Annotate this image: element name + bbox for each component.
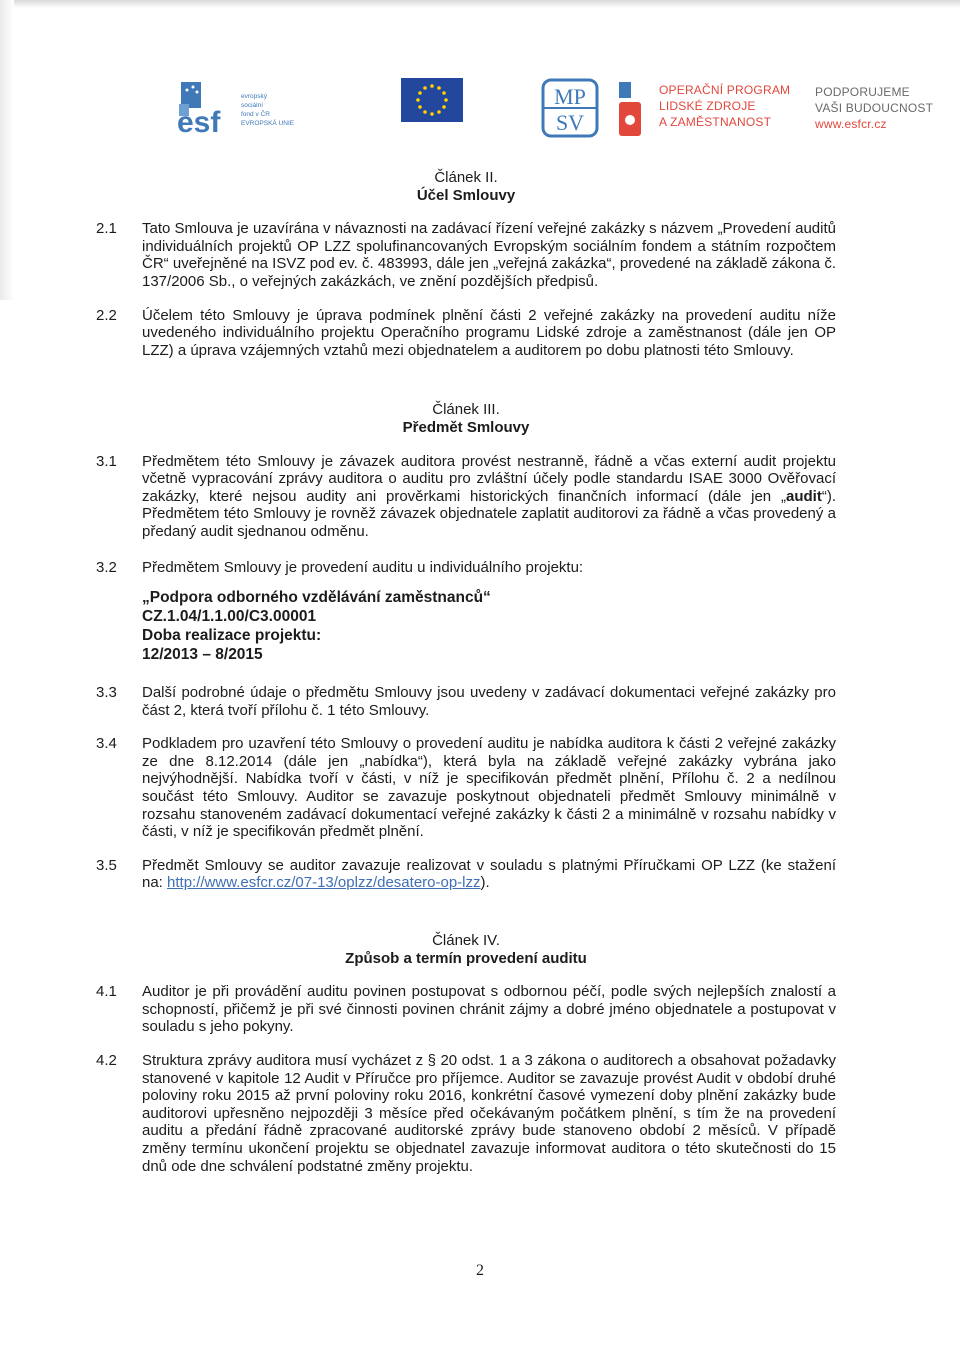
op-text-line: A ZAMĚSTNANOST [659, 115, 772, 129]
paragraph [96, 983, 836, 1036]
paragraph [96, 735, 836, 841]
op-text-line: OPERAČNÍ PROGRAM [659, 83, 791, 97]
paragraph-number: 3.3 [96, 684, 117, 702]
paragraph [96, 1052, 836, 1175]
paragraph [96, 684, 836, 719]
project-info [96, 588, 836, 664]
article-heading [96, 932, 836, 967]
paragraph-text: Účelem této Smlouvy je úprava podmínek plnění části 2 veřejné zakázky na provedení auditu níže uvedeného individuálního projektu Operačního programu Lidské zdroje a zaměstnanost (dále jen OP LZZ) a úprava vzájemných vztahů mezi objednatelem a auditorem po dobu platnosti této Smlouvy. [142, 306, 836, 359]
paragraph [96, 559, 836, 577]
svg-text:SV: SV [555, 110, 585, 135]
paragraph-text-part: Předmět Smlouvy se auditor zavazuje realizovat v souladu s platnými Příručkami OP LZZ (ke stažení na: [142, 856, 836, 892]
esf-text-line: sociální [241, 102, 264, 109]
paragraph-text [142, 857, 836, 892]
mpsv-logo-icon [541, 78, 599, 138]
esf-text-line: EVROPSKÁ UNIE [241, 120, 295, 127]
paragraph [96, 453, 836, 541]
download-link[interactable]: http://www.esfcr.cz/07-13/oplzz/desatero-op-lzz [167, 874, 481, 892]
paragraph-text: Struktura zprávy auditora musí vycházet z § 20 odst. 1 a 3 zákona o auditorech a obsahovat požadavky stanovené v kapitole 12 Audit v Příručce pro příjemce. Auditor se zavazuje provést Audit v období druhé poloviny roku 2015 až první poloviny roku 2016, konkrétní časové vymezení doby plnění zakázky bude auditorovi upřesněno nejpozději 3 měsíce před očekávaným počátkem plnění, s tím že na provedení auditu a předání řádně zpracované auditorské zprávy bude stanoveno období 2 měsíců. V případě změny termínu ukončení projektu se objednatel zavazuje informovat auditora o této skutečnosti do 15 dnů ode dne schválení podstatné změny projektu. [142, 1052, 836, 1175]
esf-url: www.esfcr.cz [815, 117, 887, 131]
paragraph-text: Podkladem pro uzavření této Smlouvy o provedení auditu je nabídka auditora k části 2 veřejné zakázky ze dne 8.12.2014 (dále jen „nabídka“), která byla na základě veřejné zakázky vybrána jako nejvýhodnější. Nabídka tvoří v části, v níž je specifikován předmět plnění, Přílohu č. 2 a nedílnou součást této Smlouvy. Auditor se zavazuje poskytnout objednateli předmět Smlouvy minimálně v rozsahu stanoveném zadávací dokumentací veřejné zakázky k části 2 a minimálně v rozsahu nabídky v části, v níž je specifikován předmět plnění. [142, 735, 836, 841]
svg-text:esf: esf [177, 106, 221, 134]
paragraph-number: 2.1 [96, 220, 117, 238]
op-lzz-logo-icon [617, 80, 643, 138]
eu-flag-icon [401, 78, 463, 122]
paragraph-text [142, 453, 836, 541]
slogan-text [815, 84, 960, 132]
esf-logo-icon [175, 78, 237, 134]
paragraph [96, 220, 836, 290]
article-title: Účel Smlouvy [416, 186, 516, 204]
paragraph-text: Předmětem Smlouvy je provedení auditu u individuálního projektu: [142, 558, 584, 576]
paragraph-text-part: Předmětem této Smlouvy je závazek auditora provést nestranně, řádně a včas externí audit projektu včetně vypracování zprávy auditora o auditu pro zvláštní účely podle standardu ISAE 3000 Ověřovací zakázky, které nejsou audity ani prověrkami historických finančních informací (dále jen „ [142, 452, 836, 505]
article-title: Způsob a termín provedení auditu [345, 949, 587, 967]
paragraph [96, 307, 836, 360]
paragraph-number: 3.1 [96, 452, 117, 470]
esf-text-line: fond v ČR [241, 111, 270, 118]
article-heading [96, 401, 836, 436]
paragraph [96, 857, 836, 892]
paragraph-text-part: ). [480, 874, 490, 892]
project-period-label: Doba realizace projektu: [142, 627, 322, 645]
svg-text:MP: MP [554, 84, 586, 109]
article-title: Předmět Smlouvy [402, 418, 530, 436]
op-program-text [659, 82, 809, 130]
esf-text-line: evropský [241, 93, 268, 100]
op-text-line: LIDSKÉ ZDROJE [659, 99, 756, 113]
article-heading [96, 169, 836, 204]
page-number: 2 [476, 1262, 484, 1279]
slogan-line: PODPORUJEME [815, 85, 910, 99]
paragraph-number: 4.1 [96, 983, 117, 1001]
paragraph-text: Další podrobné údaje o předmětu Smlouvy jsou uvedeny v zadávací dokumentaci veřejné zakázky pro část 2, která tvoří přílohu č. 1 této Smlouvy. [142, 684, 836, 719]
paragraph-text: Auditor je při provádění auditu povinen postupovat s odbornou péčí, podle svých nejlepších znalostí a schopností, přičemž je při své činnosti povinen chránit zájmy a dobré jméno objednatele a postupovat v souladu s jeho pokyny. [142, 983, 836, 1036]
document-body [96, 158, 836, 1175]
paragraph-number: 4.2 [96, 1052, 117, 1069]
project-period [142, 626, 836, 664]
scan-edge [0, 0, 960, 8]
logo-banner [175, 74, 934, 144]
slogan-line: VAŠI BUDOUCNOST [815, 101, 934, 115]
paragraph-number: 3.4 [96, 735, 117, 753]
paragraph-number: 3.5 [96, 856, 117, 874]
scan-edge-left [0, 0, 14, 300]
paragraph-number: 2.2 [96, 306, 117, 324]
article-number: Článek II. [434, 169, 498, 186]
project-code: CZ.1.04/1.1.00/C3.00001 [142, 608, 317, 626]
defined-term: audit [785, 487, 822, 505]
article-number: Článek IV. [432, 932, 500, 950]
paragraph-number: 3.2 [96, 558, 117, 576]
esf-text [241, 92, 327, 128]
project-name: „Podpora odborného vzdělávání zaměstnanců“ [142, 589, 491, 607]
article-number: Článek III. [432, 401, 500, 419]
paragraph-text-part: “). Předmětem této Smlouvy je rovněž závazek objednatele zaplatit auditorovi za řádně a včas provedený a předaný audit sjednanou odměnu. [142, 487, 836, 540]
project-period-value: 12/2013 – 8/2015 [142, 646, 263, 664]
paragraph-text: Tato Smlouva je uzavírána v návaznosti na zadávací řízení veřejné zakázky s názvem „Provedení auditů individuálních projektů OP LZZ spolufinancovaných Evropským sociálním fondem a státním rozpočtem ČR“ uveřejněné na ISVZ pod ev. č. 483993, dále jen „veřejná zakázka“, provedené na základě zákona č. 137/2006 Sb., o veřejných zakázkách, ve znění pozdějších předpisů. [142, 220, 836, 290]
